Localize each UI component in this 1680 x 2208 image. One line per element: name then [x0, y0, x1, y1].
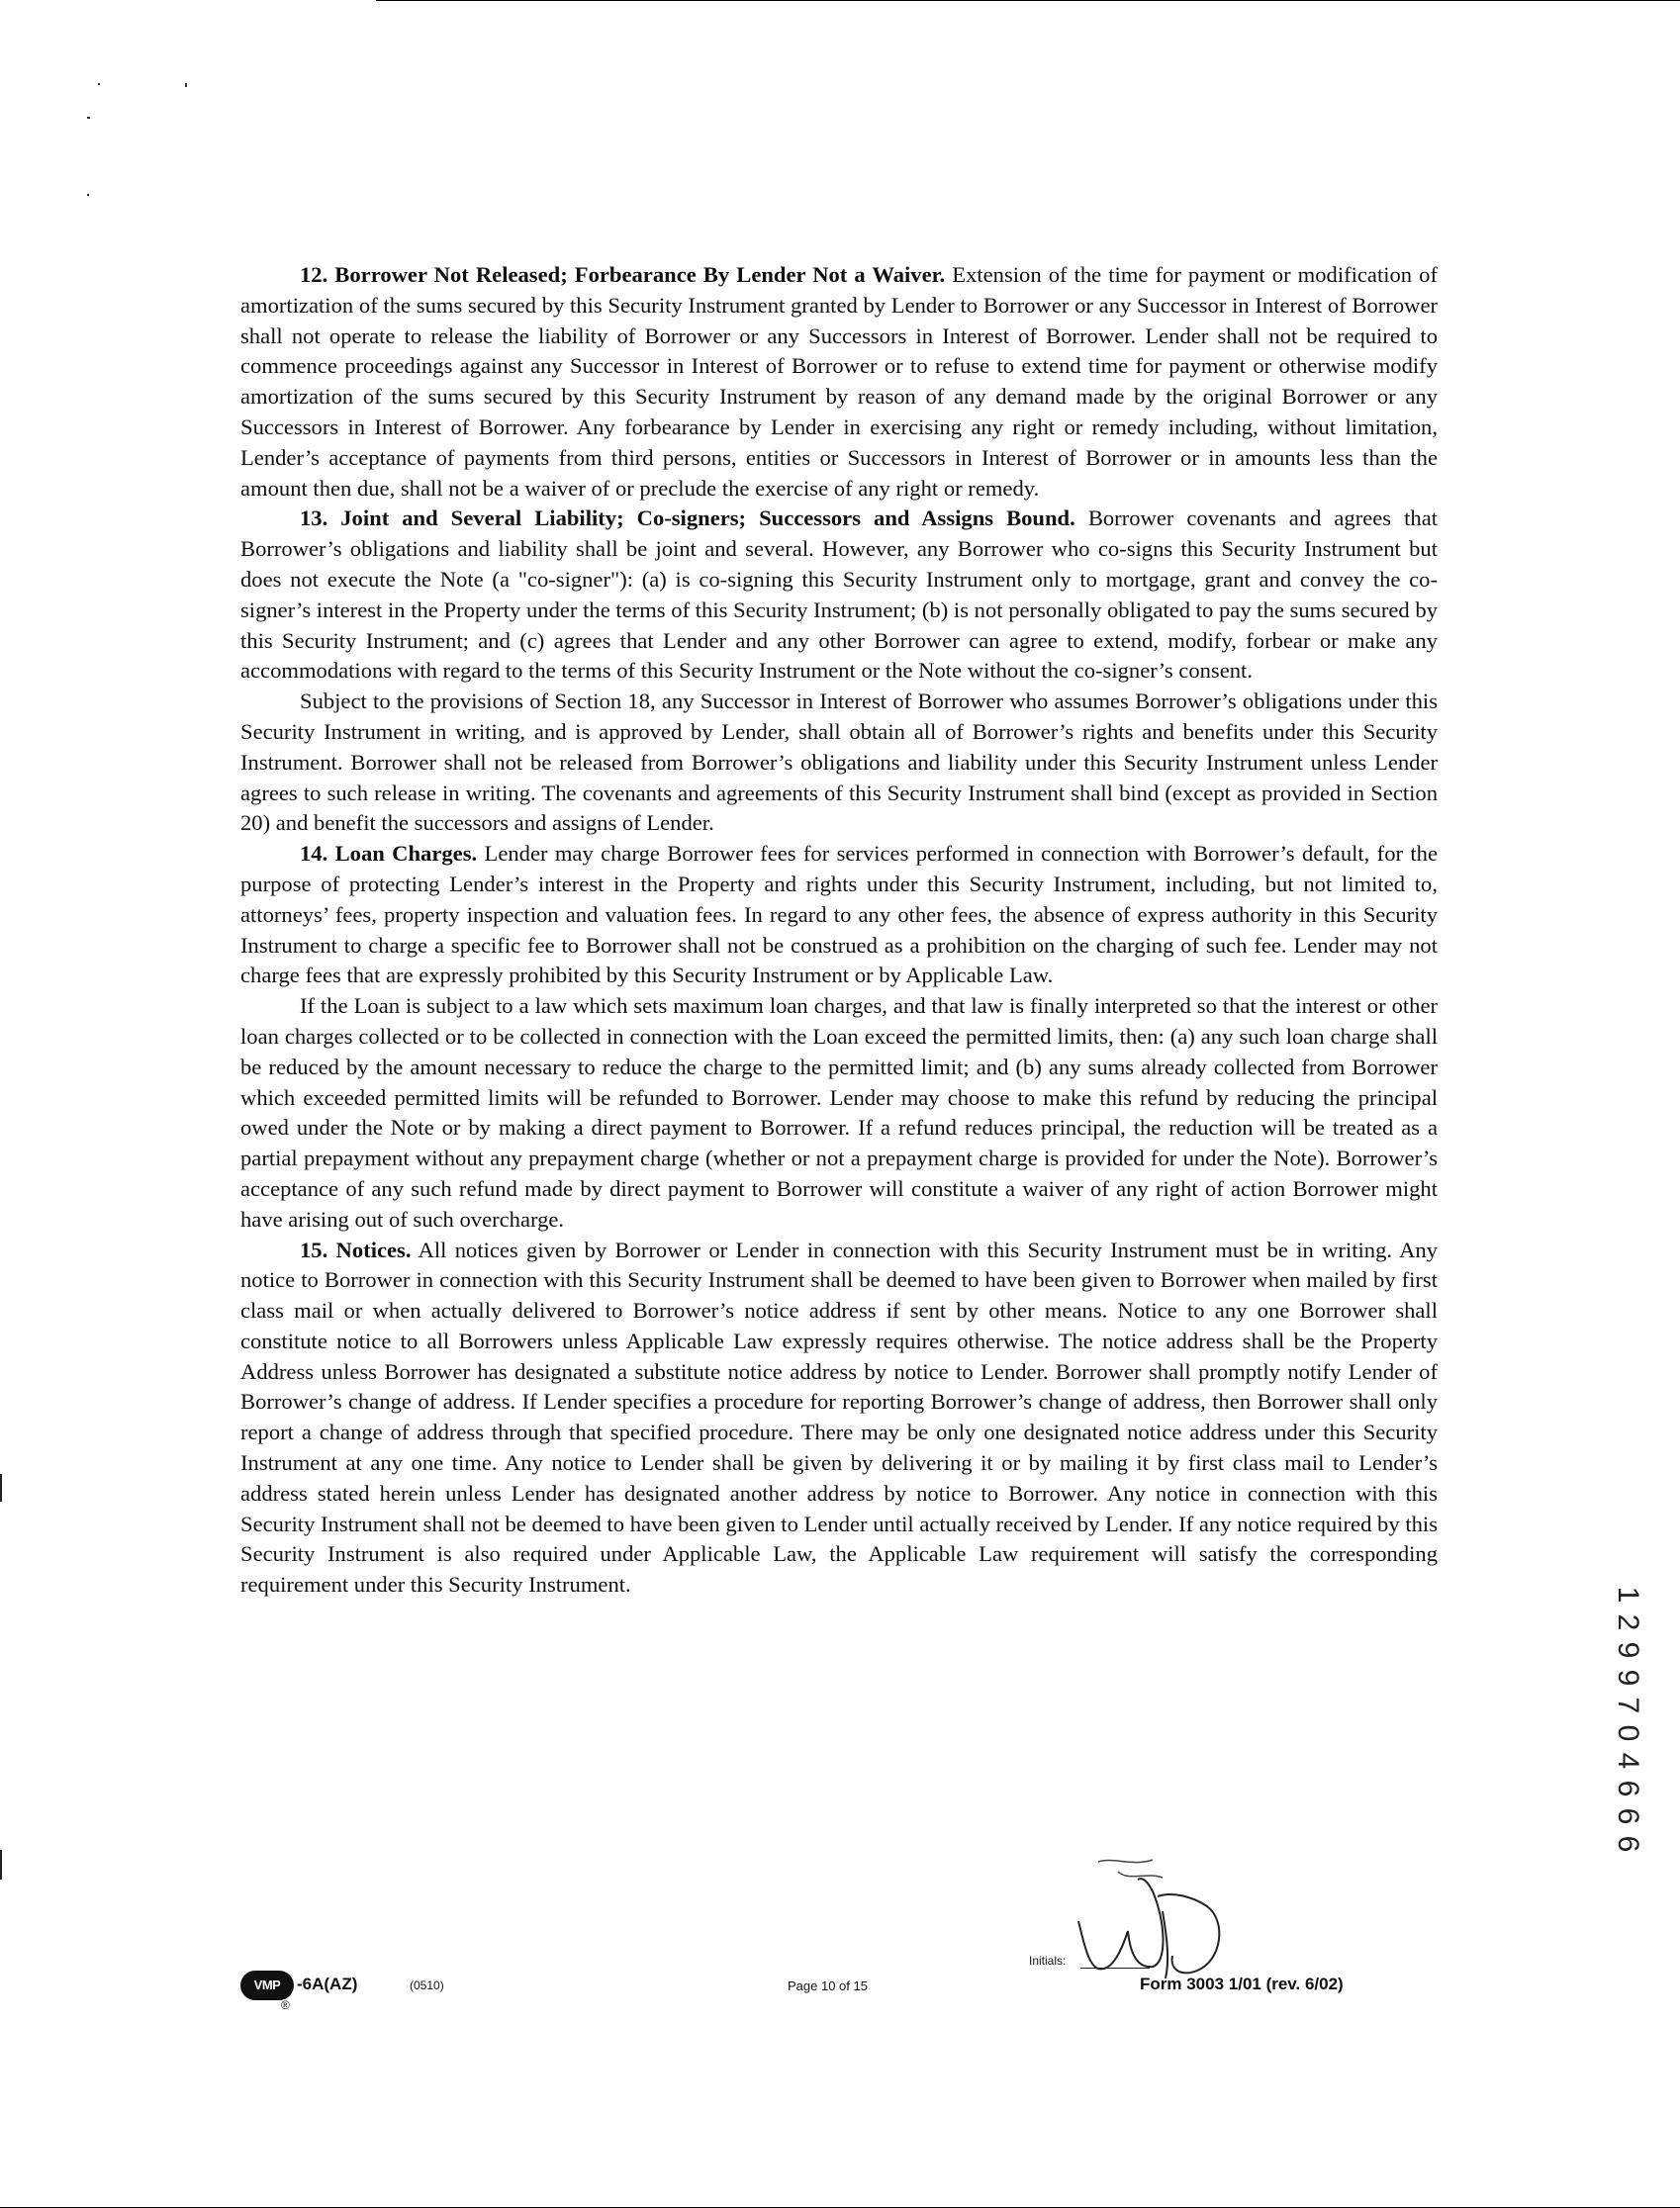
- recording-digit: 6: [1612, 1780, 1644, 1797]
- recording-digit: 6: [1612, 1835, 1644, 1853]
- section-14: [240, 839, 1438, 991]
- recording-number: [1613, 1581, 1652, 1878]
- scan-speck: [98, 83, 100, 85]
- section-15: [240, 1236, 1438, 1602]
- vmp-logo: VMP: [240, 1971, 294, 2000]
- recording-digit: 4: [1612, 1752, 1644, 1770]
- scan-speck: [87, 194, 89, 196]
- section-text: Borrower covenants and agrees that Borrower’s obligations and liability shall be joint and several. However, any Borrower who co-signs this Security Instrument but does not execute the Note (a "co-signer"): (a) is co-signing this Security Instrument only to mortgage, grant and convey the co-signer’s interest in the Property under the terms of this Security Instrument; (b) is not personally obligated to pay the sums secured by this Security Instrument; and (c) agrees that Lender and any other Borrower can agree to extend, modify, forbear or make any accommodations with regard to the terms of this Security Instrument or the Note without the co-signer’s consent.: [240, 506, 1439, 684]
- section-heading: 14. Loan Charges.: [300, 841, 478, 867]
- scan-speck: [185, 83, 187, 87]
- recording-digit: 9: [1612, 1641, 1644, 1659]
- page-footer: [0, 1954, 1680, 2028]
- form-code: -6A(AZ): [297, 1975, 358, 1993]
- recording-digit: 9: [1612, 1669, 1644, 1687]
- document-body: [240, 260, 1438, 1601]
- recording-digit: 7: [1612, 1697, 1644, 1714]
- section-13: [240, 504, 1438, 687]
- scan-margin-mark: [0, 1850, 2, 1880]
- section-14-continued: [240, 991, 1438, 1235]
- section-text: If the Loan is subject to a law which sets maximum loan charges, and that law is finally interpreted so that the interest or other loan charges collected or to be collected in connection with the Loan exceed the permitted limits, then: (a) any such loan charge shall be reduced by the amount necessary to reduce the charge to the permitted limit; and (b) any sums already collected from Borrower which exceeded permitted limits will be refunded to Borrower. Lender may choose to make this refund by reducing the principal owed under the Note or by making a direct payment to Borrower. If a refund reduces principal, the reduction will be treated as a partial prepayment without any prepayment charge (whether or not a prepayment charge is provided for under the Note). Borrower’s acceptance of any such refund made by direct payment to Borrower will constitute a waiver of any right of action Borrower might have arising out of such overcharge.: [240, 993, 1438, 1232]
- form-revision: (0510): [410, 1978, 444, 1992]
- scan-speck: [87, 117, 90, 119]
- recording-digit: 2: [1612, 1613, 1644, 1631]
- scan-top-edge-line: [376, 0, 1680, 1]
- section-13-continued: [240, 687, 1438, 839]
- initials-label: Initials:: [1029, 1954, 1067, 1968]
- recording-digit: 0: [1612, 1724, 1644, 1742]
- recording-digit: 1: [1612, 1586, 1644, 1604]
- initials-signature: [1059, 1852, 1247, 1985]
- recording-digit: 6: [1612, 1807, 1644, 1825]
- section-heading: 15. Notices.: [300, 1237, 412, 1262]
- section-12: [240, 260, 1438, 504]
- registered-mark: ®: [281, 1998, 290, 2012]
- section-heading: 12. Borrower Not Released; Forbearance By Lender Not a Waiver.: [300, 262, 946, 287]
- section-text: All notices given by Borrower or Lender in connection with this Security Instrument must be in writing. Any notice to Borrower in connection with this Security Instrument shall be deemed to have been given to Borrower when mailed by first class mail or when actually delivered to Borrower’s notice address if sent by other means. Notice to any one Borrower shall constitute notice to all Borrowers unless Applicable Law expressly requires otherwise. The notice address shall be the Property Address unless Borrower has designated a substitute notice address by notice to Lender. Borrower shall promptly notify Lender of Borrower’s change of address. If Lender specifies a procedure for reporting Borrower’s change of address, then Borrower shall only report a change of address through that specified procedure. There may be only one designated notice address under this Security Instrument at any one time. Any notice to Lender shall be given by delivering it or by mailing it by first class mail to Lender’s address stated herein unless Lender has designated another address by notice to Borrower. Any notice in connection with this Security Instrument shall not be deemed to have been given to Lender until actually received by Lender. If any notice required by this Security Instrument is also required under Applicable Law, the Applicable Law requirement will satisfy the corresponding requirement under this Security Instrument.: [240, 1237, 1438, 1598]
- page-number: Page 10 of 15: [788, 1978, 868, 1993]
- section-heading: 13. Joint and Several Liability; Co-signers; Successors and Assigns Bound.: [300, 506, 1075, 531]
- section-text: Subject to the provisions of Section 18, any Successor in Interest of Borrower who assumes Borrower’s obligations under this Security Instrument in writing, and is approved by Lender, shall obtain all of Borrower’s rights and benefits under this Security Instrument. Borrower shall not be released from Borrower’s obligations and liability under this Security Instrument unless Lender agrees to such release in writing. The covenants and agreements of this Security Instrument shall bind (except as provided in Section 20) and benefit the successors and assigns of Lender.: [240, 689, 1438, 836]
- initials-line: [1080, 1968, 1150, 1969]
- scan-margin-mark: [0, 1474, 2, 1502]
- section-text: Extension of the time for payment or modification of amortization of the sums secured by this Security Instrument granted by Lender to Borrower or any Successor in Interest of Borrower shall not operate to release the liability of Borrower or any Successors in Interest of Borrower. Lender shall not be required to commence proceedings against any Successor in Interest of Borrower or to refuse to extend time for payment or otherwise modify amortization of the sums secured by this Security Instrument by reason of any demand made by the original Borrower or any Successors in Interest of Borrower. Any forbearance by Lender in exercising any right or remedy including, without limitation, Lender’s acceptance of payments from third persons, entities or Successors in Interest of Borrower or in amounts less than the amount then due, shall not be a waiver of or preclude the exercise of any right or remedy.: [240, 262, 1438, 501]
- section-text: Lender may charge Borrower fees for services performed in connection with Borrower’s default, for the purpose of protecting Lender’s interest in the Property and rights under this Security Instrument, including, but not limited to, attorneys’ fees, property inspection and valuation fees. In regard to any other fees, the absence of express authority in this Security Instrument to charge a specific fee to Borrower shall not be construed as a prohibition on the charging of such fee. Lender may not charge fees that are expressly prohibited by this Security Instrument or by Applicable Law.: [240, 841, 1438, 988]
- form-number: Form 3003 1/01 (rev. 6/02): [1140, 1975, 1344, 1993]
